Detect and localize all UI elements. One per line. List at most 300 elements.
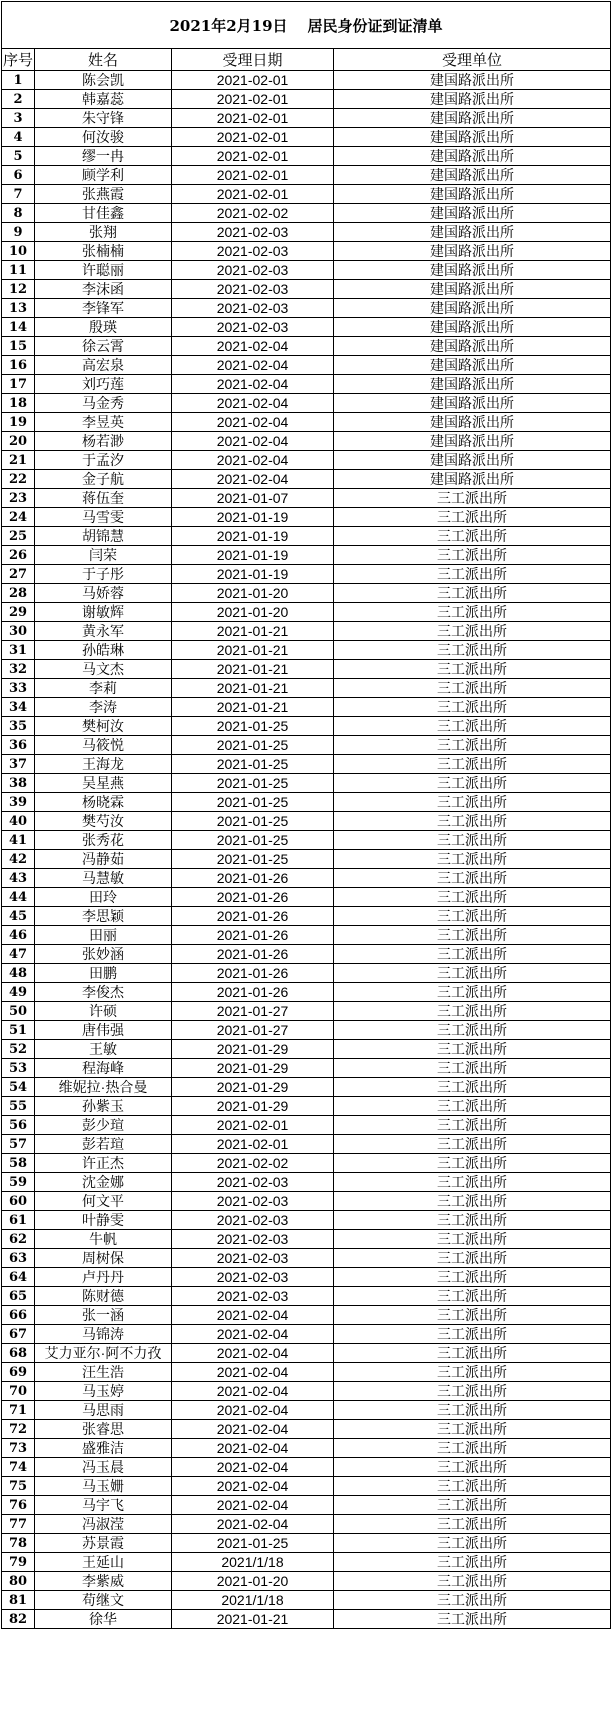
table-row [2, 603, 611, 622]
table-row [2, 432, 611, 451]
table-row [2, 1306, 611, 1325]
table-row [2, 223, 611, 242]
accept-unit: 三工派出所 [334, 1363, 611, 1382]
table-row [2, 945, 611, 964]
table-row [2, 1325, 611, 1344]
row-number: 23 [2, 489, 35, 508]
accept-date: 2021/1/18 [172, 1553, 334, 1572]
row-number: 28 [2, 584, 35, 603]
table-row [2, 1021, 611, 1040]
row-number: 9 [2, 223, 35, 242]
accept-date: 2021-02-04 [172, 1401, 334, 1420]
row-number: 61 [2, 1211, 35, 1230]
row-number: 72 [2, 1420, 35, 1439]
table-row [2, 1059, 611, 1078]
accept-unit: 三工派出所 [334, 603, 611, 622]
person-name: 马锦涛 [35, 1325, 172, 1344]
accept-date: 2021-01-27 [172, 1002, 334, 1021]
accept-date: 2021-01-25 [172, 812, 334, 831]
row-number: 7 [2, 185, 35, 204]
table-row [2, 1230, 611, 1249]
accept-date: 2021-02-01 [172, 166, 334, 185]
row-number: 43 [2, 869, 35, 888]
accept-date: 2021-02-04 [172, 1325, 334, 1344]
row-number: 40 [2, 812, 35, 831]
person-name: 张楠楠 [35, 242, 172, 261]
table-row [2, 1401, 611, 1420]
accept-unit: 三工派出所 [334, 1534, 611, 1553]
accept-date: 2021-02-04 [172, 432, 334, 451]
accept-date: 2021-02-01 [172, 109, 334, 128]
table-row [2, 888, 611, 907]
person-name: 徐云霄 [35, 337, 172, 356]
table-row [2, 280, 611, 299]
accept-date: 2021-01-21 [172, 698, 334, 717]
column-header-unit: 受理单位 [334, 49, 611, 71]
accept-unit: 三工派出所 [334, 755, 611, 774]
accept-date: 2021-02-01 [172, 90, 334, 109]
row-number: 68 [2, 1344, 35, 1363]
accept-date: 2021-02-04 [172, 1420, 334, 1439]
table-row [2, 1477, 611, 1496]
row-number: 22 [2, 470, 35, 489]
column-header-name: 姓名 [35, 49, 172, 71]
person-name: 张翔 [35, 223, 172, 242]
table-row [2, 565, 611, 584]
table-row [2, 185, 611, 204]
accept-date: 2021-02-03 [172, 1268, 334, 1287]
row-number: 63 [2, 1249, 35, 1268]
row-number: 11 [2, 261, 35, 280]
row-number: 33 [2, 679, 35, 698]
accept-unit: 三工派出所 [334, 1553, 611, 1572]
accept-date: 2021-01-29 [172, 1040, 334, 1059]
person-name: 王延山 [35, 1553, 172, 1572]
accept-unit: 三工派出所 [334, 1591, 611, 1610]
person-name: 许硕 [35, 1002, 172, 1021]
accept-unit: 三工派出所 [334, 1344, 611, 1363]
person-name: 汪生浩 [35, 1363, 172, 1382]
accept-date: 2021-01-26 [172, 926, 334, 945]
row-number: 66 [2, 1306, 35, 1325]
accept-unit: 建国路派出所 [334, 147, 611, 166]
accept-unit: 三工派出所 [334, 736, 611, 755]
table-row [2, 451, 611, 470]
row-number: 75 [2, 1477, 35, 1496]
accept-unit: 三工派出所 [334, 1116, 611, 1135]
table-row [2, 375, 611, 394]
table-row [2, 1363, 611, 1382]
accept-date: 2021-01-29 [172, 1078, 334, 1097]
accept-unit: 三工派出所 [334, 1154, 611, 1173]
table-row [2, 489, 611, 508]
person-name: 陈会凯 [35, 71, 172, 90]
person-name: 马筱悦 [35, 736, 172, 755]
person-name: 吴星燕 [35, 774, 172, 793]
table-row [2, 926, 611, 945]
accept-date: 2021-01-19 [172, 565, 334, 584]
row-number: 70 [2, 1382, 35, 1401]
accept-date: 2021-02-04 [172, 1477, 334, 1496]
person-name: 黄永军 [35, 622, 172, 641]
row-number: 48 [2, 964, 35, 983]
person-name: 牛帆 [35, 1230, 172, 1249]
title-date: 2021年2月19日 [169, 16, 288, 35]
person-name: 李昱英 [35, 413, 172, 432]
person-name: 李思颖 [35, 907, 172, 926]
row-number: 56 [2, 1116, 35, 1135]
row-number: 15 [2, 337, 35, 356]
accept-date: 2021-02-04 [172, 1382, 334, 1401]
person-name: 高宏泉 [35, 356, 172, 375]
table-row [2, 1382, 611, 1401]
accept-unit: 建国路派出所 [334, 280, 611, 299]
table-body [2, 71, 611, 1629]
row-number: 81 [2, 1591, 35, 1610]
table-row [2, 660, 611, 679]
accept-unit: 三工派出所 [334, 1249, 611, 1268]
person-name: 马娇蓉 [35, 584, 172, 603]
accept-date: 2021-02-03 [172, 299, 334, 318]
accept-date: 2021-02-03 [172, 261, 334, 280]
table-row [2, 1192, 611, 1211]
accept-date: 2021-01-19 [172, 546, 334, 565]
row-number: 69 [2, 1363, 35, 1382]
accept-unit: 建国路派出所 [334, 90, 611, 109]
accept-unit: 三工派出所 [334, 1306, 611, 1325]
accept-date: 2021-01-25 [172, 774, 334, 793]
accept-unit: 三工派出所 [334, 907, 611, 926]
row-number: 30 [2, 622, 35, 641]
row-number: 27 [2, 565, 35, 584]
table-row [2, 109, 611, 128]
table-row [2, 850, 611, 869]
person-name: 谢敏辉 [35, 603, 172, 622]
row-number: 31 [2, 641, 35, 660]
person-name: 朱守锋 [35, 109, 172, 128]
person-name: 王敏 [35, 1040, 172, 1059]
person-name: 于子彤 [35, 565, 172, 584]
person-name: 田丽 [35, 926, 172, 945]
table-row [2, 90, 611, 109]
accept-date: 2021-01-25 [172, 717, 334, 736]
person-name: 周树保 [35, 1249, 172, 1268]
accept-unit: 建国路派出所 [334, 337, 611, 356]
row-number: 1 [2, 71, 35, 90]
accept-unit: 三工派出所 [334, 1268, 611, 1287]
row-number: 8 [2, 204, 35, 223]
accept-date: 2021-02-01 [172, 71, 334, 90]
person-name: 张燕霞 [35, 185, 172, 204]
row-number: 32 [2, 660, 35, 679]
table-row [2, 1420, 611, 1439]
accept-date: 2021-02-03 [172, 1173, 334, 1192]
person-name: 田鹏 [35, 964, 172, 983]
table-row [2, 641, 611, 660]
person-name: 卢丹丹 [35, 1268, 172, 1287]
accept-unit: 三工派出所 [334, 1059, 611, 1078]
accept-date: 2021-02-03 [172, 1287, 334, 1306]
row-number: 21 [2, 451, 35, 470]
person-name: 马慧敏 [35, 869, 172, 888]
table-row [2, 1097, 611, 1116]
accept-date: 2021-01-26 [172, 945, 334, 964]
accept-unit: 三工派出所 [334, 1097, 611, 1116]
accept-date: 2021-01-26 [172, 869, 334, 888]
accept-unit: 建国路派出所 [334, 223, 611, 242]
accept-date: 2021-02-01 [172, 128, 334, 147]
accept-date: 2021-01-25 [172, 850, 334, 869]
accept-unit: 建国路派出所 [334, 185, 611, 204]
person-name: 张睿思 [35, 1420, 172, 1439]
id-card-list-table [1, 1, 611, 1629]
accept-date: 2021-02-03 [172, 280, 334, 299]
row-number: 4 [2, 128, 35, 147]
row-number: 46 [2, 926, 35, 945]
row-number: 62 [2, 1230, 35, 1249]
accept-unit: 三工派出所 [334, 565, 611, 584]
accept-date: 2021-02-03 [172, 1211, 334, 1230]
person-name: 许聪丽 [35, 261, 172, 280]
accept-date: 2021-02-04 [172, 413, 334, 432]
accept-date: 2021-02-04 [172, 1458, 334, 1477]
person-name: 缪一冉 [35, 147, 172, 166]
accept-unit: 建国路派出所 [334, 451, 611, 470]
accept-date: 2021-02-01 [172, 185, 334, 204]
table-row [2, 1287, 611, 1306]
row-number: 47 [2, 945, 35, 964]
person-name: 张妙涵 [35, 945, 172, 964]
table-row [2, 1078, 611, 1097]
person-name: 马玉姗 [35, 1477, 172, 1496]
accept-date: 2021-02-04 [172, 394, 334, 413]
accept-unit: 三工派出所 [334, 1173, 611, 1192]
accept-date: 2021-01-21 [172, 1610, 334, 1629]
row-number: 34 [2, 698, 35, 717]
table-row [2, 755, 611, 774]
accept-unit: 三工派出所 [334, 1572, 611, 1591]
row-number: 52 [2, 1040, 35, 1059]
person-name: 盛雅洁 [35, 1439, 172, 1458]
person-name: 许正杰 [35, 1154, 172, 1173]
row-number: 64 [2, 1268, 35, 1287]
accept-date: 2021-02-04 [172, 1306, 334, 1325]
person-name: 马玉婷 [35, 1382, 172, 1401]
row-number: 12 [2, 280, 35, 299]
accept-unit: 三工派出所 [334, 508, 611, 527]
person-name: 叶静雯 [35, 1211, 172, 1230]
accept-date: 2021-02-04 [172, 1515, 334, 1534]
table-row [2, 1515, 611, 1534]
person-name: 蒋伍奎 [35, 489, 172, 508]
person-name: 陈财德 [35, 1287, 172, 1306]
table-row [2, 394, 611, 413]
row-number: 74 [2, 1458, 35, 1477]
person-name: 闫荣 [35, 546, 172, 565]
title-row [2, 2, 611, 49]
person-name: 何汝骏 [35, 128, 172, 147]
header-row [2, 49, 611, 71]
accept-unit: 三工派出所 [334, 679, 611, 698]
table-row [2, 527, 611, 546]
accept-date: 2021-01-25 [172, 793, 334, 812]
row-number: 80 [2, 1572, 35, 1591]
table-row [2, 1439, 611, 1458]
table-row [2, 413, 611, 432]
accept-date: 2021-01-21 [172, 641, 334, 660]
accept-unit: 三工派出所 [334, 1515, 611, 1534]
row-number: 6 [2, 166, 35, 185]
row-number: 79 [2, 1553, 35, 1572]
person-name: 刘巧莲 [35, 375, 172, 394]
accept-unit: 三工派出所 [334, 489, 611, 508]
row-number: 71 [2, 1401, 35, 1420]
accept-unit: 三工派出所 [334, 1211, 611, 1230]
accept-date: 2021-01-25 [172, 736, 334, 755]
table-row [2, 166, 611, 185]
accept-unit: 建国路派出所 [334, 432, 611, 451]
row-number: 76 [2, 1496, 35, 1515]
accept-unit: 三工派出所 [334, 717, 611, 736]
accept-unit: 三工派出所 [334, 1325, 611, 1344]
table-row [2, 546, 611, 565]
person-name: 孙皓琳 [35, 641, 172, 660]
person-name: 沈金娜 [35, 1173, 172, 1192]
row-number: 10 [2, 242, 35, 261]
person-name: 马金秀 [35, 394, 172, 413]
row-number: 44 [2, 888, 35, 907]
person-name: 胡锦慧 [35, 527, 172, 546]
person-name: 张一涵 [35, 1306, 172, 1325]
accept-unit: 三工派出所 [334, 1401, 611, 1420]
person-name: 于孟汐 [35, 451, 172, 470]
accept-unit: 建国路派出所 [334, 204, 611, 223]
accept-date: 2021-02-04 [172, 1363, 334, 1382]
person-name: 彭若瑄 [35, 1135, 172, 1154]
sheet-title [2, 2, 611, 49]
accept-date: 2021-01-20 [172, 584, 334, 603]
row-number: 65 [2, 1287, 35, 1306]
person-name: 马雪雯 [35, 508, 172, 527]
accept-date: 2021-01-25 [172, 831, 334, 850]
table-row [2, 584, 611, 603]
table-row [2, 907, 611, 926]
accept-unit: 三工派出所 [334, 1135, 611, 1154]
accept-unit: 三工派出所 [334, 527, 611, 546]
column-header-date: 受理日期 [172, 49, 334, 71]
table-row [2, 1496, 611, 1515]
accept-date: 2021-01-19 [172, 508, 334, 527]
row-number: 60 [2, 1192, 35, 1211]
row-number: 73 [2, 1439, 35, 1458]
person-name: 徐华 [35, 1610, 172, 1629]
row-number: 77 [2, 1515, 35, 1534]
accept-date: 2021-01-21 [172, 679, 334, 698]
accept-date: 2021-02-03 [172, 1249, 334, 1268]
table-row [2, 508, 611, 527]
row-number: 55 [2, 1097, 35, 1116]
person-name: 维妮拉·热合曼 [35, 1078, 172, 1097]
person-name: 冯静茹 [35, 850, 172, 869]
table-row [2, 261, 611, 280]
person-name: 马文杰 [35, 660, 172, 679]
accept-unit: 三工派出所 [334, 983, 611, 1002]
accept-date: 2021-01-25 [172, 755, 334, 774]
row-number: 38 [2, 774, 35, 793]
row-number: 51 [2, 1021, 35, 1040]
row-number: 26 [2, 546, 35, 565]
accept-unit: 建国路派出所 [334, 128, 611, 147]
accept-date: 2021-02-02 [172, 1154, 334, 1173]
table-row [2, 1154, 611, 1173]
accept-unit: 三工派出所 [334, 1192, 611, 1211]
table-row [2, 470, 611, 489]
accept-unit: 三工派出所 [334, 945, 611, 964]
row-number: 53 [2, 1059, 35, 1078]
table-row [2, 698, 611, 717]
person-name: 杨若渺 [35, 432, 172, 451]
accept-date: 2021-02-04 [172, 1344, 334, 1363]
person-name: 樊芍汝 [35, 812, 172, 831]
table-row [2, 869, 611, 888]
person-name: 金子航 [35, 470, 172, 489]
accept-date: 2021-01-19 [172, 527, 334, 546]
row-number: 42 [2, 850, 35, 869]
accept-date: 2021/1/18 [172, 1591, 334, 1610]
table-row [2, 1534, 611, 1553]
table-row [2, 299, 611, 318]
accept-unit: 建国路派出所 [334, 375, 611, 394]
table-row [2, 1135, 611, 1154]
person-name: 冯淑滢 [35, 1515, 172, 1534]
table-row [2, 1553, 611, 1572]
table-row [2, 736, 611, 755]
accept-date: 2021-02-04 [172, 1496, 334, 1515]
table-row [2, 1116, 611, 1135]
person-name: 李沫函 [35, 280, 172, 299]
row-number: 20 [2, 432, 35, 451]
row-number: 78 [2, 1534, 35, 1553]
table-row [2, 1249, 611, 1268]
accept-date: 2021-02-03 [172, 318, 334, 337]
row-number: 3 [2, 109, 35, 128]
person-name: 李涛 [35, 698, 172, 717]
table-row [2, 1040, 611, 1059]
person-name: 彭少瑄 [35, 1116, 172, 1135]
row-number: 39 [2, 793, 35, 812]
person-name: 程海峰 [35, 1059, 172, 1078]
table-row [2, 204, 611, 223]
row-number: 67 [2, 1325, 35, 1344]
person-name: 田玲 [35, 888, 172, 907]
person-name: 樊柯汝 [35, 717, 172, 736]
table-row [2, 318, 611, 337]
accept-date: 2021-01-20 [172, 1572, 334, 1591]
table-row [2, 774, 611, 793]
accept-date: 2021-01-26 [172, 983, 334, 1002]
accept-date: 2021-02-03 [172, 1230, 334, 1249]
row-number: 14 [2, 318, 35, 337]
accept-unit: 三工派出所 [334, 793, 611, 812]
person-name: 殷瑛 [35, 318, 172, 337]
person-name: 马思雨 [35, 1401, 172, 1420]
person-name: 艾力亚尔·阿不力孜 [35, 1344, 172, 1363]
accept-date: 2021-02-03 [172, 1192, 334, 1211]
person-name: 冯玉晨 [35, 1458, 172, 1477]
table-row [2, 793, 611, 812]
column-header-no: 序号 [2, 49, 35, 71]
table-row [2, 1591, 611, 1610]
